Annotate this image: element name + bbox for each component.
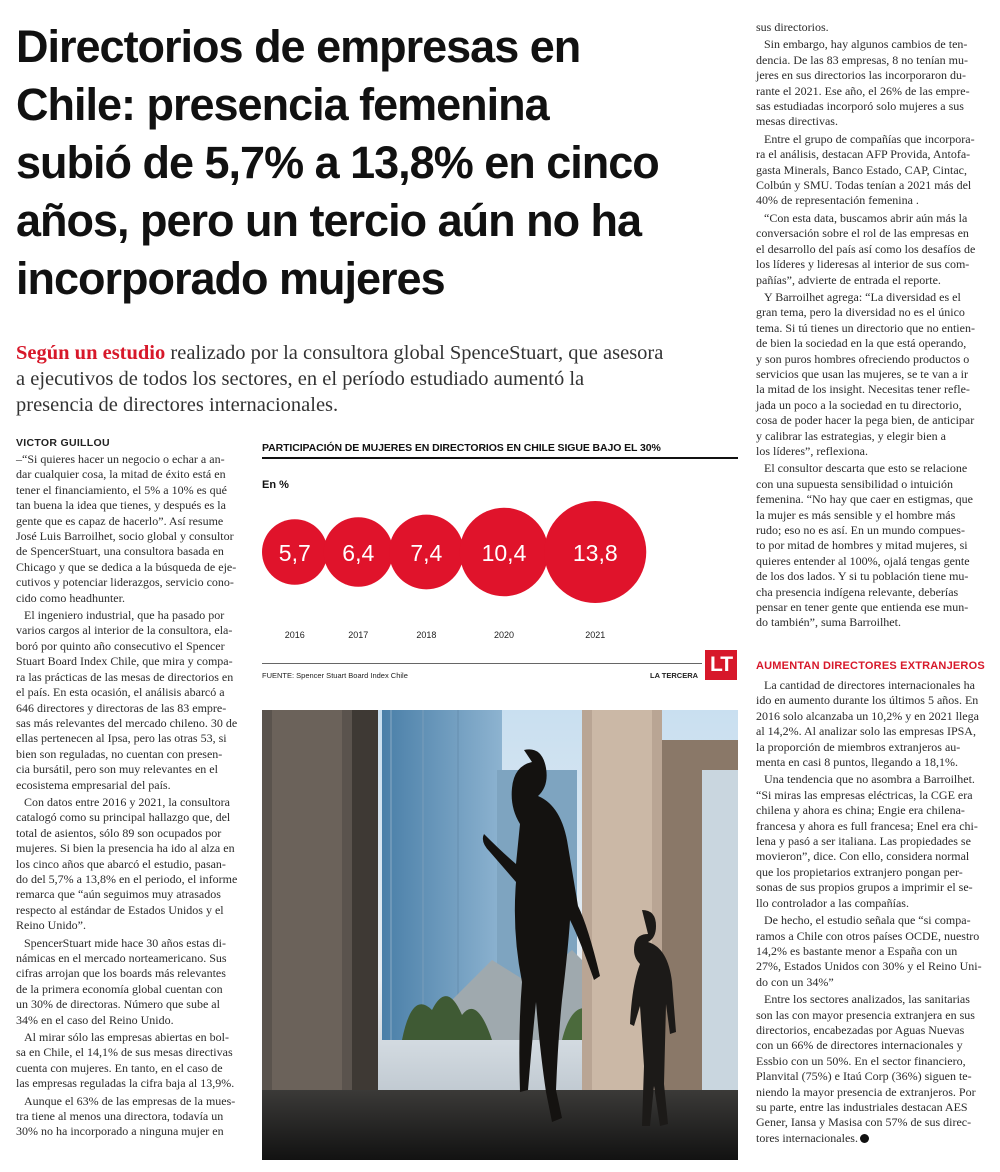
paragraph-line: do con un 34%” (756, 974, 834, 989)
paragraph-line: los líderes y lideresas al interior de sus com- (756, 257, 970, 272)
paragraph-line: boró por quinto año consecutivo el Spencer (16, 638, 225, 653)
paragraph-line: con una supuesta sensibilidad o intuición (756, 476, 953, 491)
paragraph-line: dar cualquier cosa, la mitad de éxito está en (16, 467, 226, 482)
paragraph-line: rudo; eso no es así. En un mundo compues- (756, 523, 965, 537)
chart-bottom-rule (262, 663, 702, 664)
paragraph-line: total de asientos, sólo 89 son ocupados por (16, 825, 222, 840)
paragraph-line: de la primera economía global cuentan con (16, 981, 223, 996)
article-paragraph (756, 913, 988, 990)
paragraph-line: cia bursátil, pero son muy relevantes en el (16, 762, 218, 777)
paragraph-line: “Con esta data, buscamos abrir aún más la (764, 210, 968, 225)
paragraph-line: cha presencia indígena relevante, deberías (756, 584, 959, 599)
paragraph-line: menta en casi 8 puntos, llegando a 18,1%. (756, 755, 958, 770)
paragraph-line: námicas en el mercado norteamericano. Sus (16, 951, 227, 965)
paragraph-line: sonas de sus propios grupos a imprimir el se- (756, 880, 973, 895)
article-paragraph (756, 37, 988, 129)
byline: VICTOR GUILLOU (16, 437, 110, 449)
paragraph-line: Chicago y que se dedica a la búsqueda de eje- (16, 559, 237, 574)
paragraph-line: los líderes”, reflexiona. (756, 443, 868, 458)
chart-publisher: LA TERCERA (650, 671, 699, 680)
section-subhead: AUMENTAN DIRECTORES EXTRANJEROS (756, 660, 985, 672)
article-paragraph (756, 772, 988, 911)
chart-unit-label: En % (262, 479, 289, 491)
paragraph-line: bien son reguladas, no cuentan con presen- (16, 746, 223, 761)
paragraph-line: cosa de poder hacer la pega bien, de anticipar (756, 413, 975, 428)
paragraph-line: 34% en el caso del Reino Unido. (16, 1012, 174, 1027)
paragraph-line: 2016 solo alcanzaba un 10,2% y en 2021 llega (756, 708, 979, 723)
paragraph-line: las empresas reguladas la cifra baja al 13,9%. (16, 1076, 235, 1091)
bubble-value-label: 6,4 (342, 540, 375, 566)
paragraph-line: 40% de representación femenina . (756, 193, 919, 208)
paragraph-line: sas más relevantes del mercado chileno. 30 de (16, 715, 238, 730)
paragraph-line: el desarrollo del país así como los desafíos de (756, 241, 976, 256)
headline-line: años, pero un tercio aún no ha (16, 195, 642, 246)
paragraph-line: “Si miras las empresas eléctricas, la CGE era (756, 787, 973, 802)
paragraph-line: cuenta con mujeres. En tanto, en el caso de (16, 1060, 223, 1075)
paragraph-line: de bien la sociedad en la que está operando, (756, 336, 967, 351)
article-column-right-top (756, 20, 988, 633)
paragraph-line: al 14,2%. Al analizar solo las empresas IPSA, (756, 724, 976, 739)
paragraph-line: conversación sobre el rol de las empresas en (756, 226, 969, 241)
paragraph-line: la proporción de miembros extranjeros au- (756, 739, 961, 754)
paragraph-line: Gener, Iansa y Masisa con 57% de sus direc- (756, 1115, 972, 1130)
paragraph-line: respecto al estándar de Estados Unidos y el (16, 902, 224, 917)
year-label: 2021 (585, 630, 606, 640)
paragraph-line: niendo la mayor presencia de extranjeros. Por (756, 1084, 976, 1099)
paragraph-line: dencia. De las 83 empresas, 8 no tenían mu- (756, 52, 968, 67)
paragraph-line: Una tendencia que no asombra a Barroilhet. (764, 772, 975, 787)
lead-line: a ejecutivos de todos los sectores, en el período estudiado aumentó la (16, 368, 585, 390)
paragraph-line: ido en aumento durante los últimos 5 años. En (756, 693, 979, 708)
lead-kicker: Según un estudio (16, 342, 166, 364)
lead-line (16, 340, 736, 366)
paragraph-line: rante el 2021. Ese año, el 26% de las empre- (756, 83, 970, 98)
article-paragraph (756, 132, 988, 209)
paragraph-line: pensar en tener gente que entienda ese mun- (756, 600, 969, 615)
article-paragraph (756, 992, 988, 1146)
paragraph-line: tan buena la idea que tienes, y después es la (16, 498, 226, 513)
paragraph-line: Essbio con un 50%. En el sector financiero, (756, 1053, 966, 1068)
paragraph-line: cido como headhunter. (16, 590, 125, 605)
paragraph-line: francesa y ahora es full francesa; Enel era chi- (756, 818, 978, 833)
paragraph-line: gasta Minerals, Banco Estado, CAP, Cintac, (756, 162, 967, 177)
lt-logo-icon: LT (705, 650, 737, 680)
paragraph-line: Aunque el 63% de las empresas de la mues- (24, 1093, 236, 1108)
paragraph-line: femenina. “No hay que caer en estigmas, que (756, 492, 973, 507)
paragraph-line: un 30% de directoras. Número que sube al (16, 997, 220, 1012)
article-paragraph (16, 936, 252, 1028)
paragraph-line: y son puros hombres ofreciendo productos o (756, 351, 970, 366)
paragraph-line: quieres entender al 100%, ojalá tengas gente (756, 553, 970, 568)
lead-text: realizado por la consultora global SpenceStuart, que asesora (165, 342, 664, 364)
paragraph-line: José Luis Barroilhet, socio global y consultor (16, 529, 234, 544)
paragraph-line: –“Si quieres hacer un negocio o echar a an- (16, 452, 225, 466)
paragraph-line: SpencerStuart mide hace 30 años estas di- (24, 935, 226, 950)
paragraph-line: Colbún y SMU. Todas tenían a 2021 más del (756, 178, 972, 193)
paragraph-line: mesas directivas. (756, 114, 838, 129)
article-paragraph (16, 1094, 252, 1140)
paragraph-line: 30% no ha incorporado a ninguna mujer en (16, 1124, 224, 1139)
bubble-value-label: 5,7 (278, 540, 311, 566)
article-paragraph (756, 290, 988, 459)
paragraph-line: remarca que “aún seguimos muy atrasados (16, 887, 221, 902)
article-column-left (16, 452, 252, 1142)
bubble-chart (250, 488, 750, 648)
photo-silhouette-scene (262, 710, 738, 1160)
paragraph-line: los cinco años que abarcó el estudio, pasan- (16, 856, 226, 871)
paragraph-line: tores internacionales. (756, 1131, 988, 1146)
year-label: 2020 (493, 630, 514, 640)
bubble-value-label: 7,4 (410, 540, 443, 566)
headline (16, 18, 746, 308)
paragraph-line: son las con mayor presencia extranjera en sus (756, 1007, 975, 1022)
paragraph-line: servicios que usan las mujeres, se te van a ir (756, 366, 968, 381)
paragraph-line: El consultor descarta que esto se relacione (764, 461, 968, 476)
paragraph-line: llo controlador a las compañías. (756, 895, 909, 910)
paragraph-line: do del 5,7% a 13,8% en el periodo, el informe (16, 871, 238, 886)
paragraph-line: sas estudiadas incorporó solo mujeres a sus (756, 99, 964, 114)
paragraph-line: ramos a Chile con otros países OCDE, nuestro (756, 928, 980, 943)
paragraph-line: chilena y ahora es china; Engie era chilena- (756, 803, 965, 818)
headline-line: Chile: presencia femenina (16, 79, 549, 130)
article-paragraph (756, 678, 988, 770)
paragraph-line: gran tema, pero la diversidad no es el único (756, 305, 965, 320)
paragraph-line: movieron”, dice. Con ello, considera normal (756, 849, 970, 864)
paragraph-line: directorios, encabezadas por Aguas Nuevas (756, 1022, 965, 1037)
paragraph-line: 646 directores y directoras de las 83 empre- (16, 700, 227, 715)
paragraph-line: Al mirar sólo las empresas abiertas en bol- (24, 1030, 229, 1045)
paragraph-line: catalogó como su principal hallazgo que, del (16, 810, 231, 825)
paragraph-line: 14,2% es bastante menor a España con un (756, 943, 958, 958)
paragraph-line: jada un poco a la sociedad en tu directorio, (756, 397, 962, 412)
lead-paragraph (16, 340, 736, 418)
paragraph-line: tema. Si tú tienes un directorio que no entien- (756, 320, 975, 335)
bubble-value-label: 13,8 (572, 540, 618, 566)
paragraph-line: 27%, Estados Unidos con 30% y el Reino Uni- (756, 959, 982, 974)
lead-line: presencia de directores internacionales. (16, 394, 339, 416)
paragraph-line: Entre los sectores analizados, las sanitarias (764, 992, 970, 1007)
paragraph-line: que los propietarios extranjero pongan per- (756, 864, 963, 879)
paragraph-line: ra las prácticas de las mesas de directorios en (16, 669, 234, 684)
paragraph-line: sus directorios. (756, 20, 829, 34)
paragraph-line: cifras arrojan que los boards más relevantes (16, 966, 226, 981)
article-paragraph (16, 1030, 252, 1092)
paragraph-line: ellas pertenecen al Ipsa, pero las otras 53, si (16, 731, 227, 746)
year-label: 2018 (416, 630, 437, 640)
paragraph-line: Reino Unido”. (16, 918, 86, 933)
end-of-article-icon (860, 1134, 869, 1143)
paragraph-line: cutivos y potenciar liderazgos, servicio cono- (16, 575, 234, 590)
paragraph-line: do también”, suma Barroilhet. (756, 615, 901, 630)
paragraph-line: la mitad de los insight. Necesitas tener refle- (756, 382, 970, 397)
paragraph-line: la mujer es más sensible y el hombre más (756, 507, 956, 522)
paragraph-line: y calibrar las estrategias, y elegir bien a (756, 428, 946, 443)
paragraph-line: de SpencerStuart, una consultora basada en (16, 544, 224, 559)
paragraph-line: con un 66% de directores internacionales y (756, 1038, 963, 1053)
paragraph-line: Planvital (75%) e Itaú Corp (36%) siguen te- (756, 1069, 972, 1084)
paragraph-line: de los dos lados. Y si tu población tiene mu- (756, 569, 969, 584)
paragraph-line: Stuart Board Index Chile, que mira y compa- (16, 654, 233, 669)
article-paragraph (756, 20, 988, 35)
article-paragraph (16, 452, 252, 606)
paragraph-line: mujeres. Si bien la presencia ha ido al alza en (16, 841, 235, 856)
article-paragraph (756, 211, 988, 288)
article-paragraph (756, 461, 988, 630)
paragraph-line: el país. En esta ocasión, el análisis abarcó a (16, 685, 225, 700)
article-paragraph (16, 608, 252, 793)
year-label: 2016 (284, 630, 305, 640)
headline-line: Directorios de empresas en (16, 21, 581, 72)
chart-top-rule (262, 457, 738, 459)
year-label: 2017 (348, 630, 369, 640)
paragraph-line: Y Barroilhet agrega: “La diversidad es el (764, 289, 961, 304)
paragraph-line: De hecho, el estudio señala que “si compa- (764, 913, 971, 928)
paragraph-line: Con datos entre 2016 y 2021, la consultora (24, 794, 230, 809)
bubble-value-label: 10,4 (481, 540, 527, 566)
paragraph-line: lena y pasó a ser italiana. Las propiedades se (756, 834, 971, 849)
paragraph-line: La cantidad de directores internacionales ha (764, 678, 975, 692)
chart-title: PARTICIPACIÓN DE MUJERES EN DIRECTORIOS EN CHILE SIGUE BAJO EL 30% (262, 442, 661, 454)
article-photo (262, 710, 738, 1160)
paragraph-line: El ingeniero industrial, que ha pasado por (24, 608, 225, 623)
paragraph-line: Sin embargo, hay algunos cambios de ten- (764, 37, 968, 52)
paragraph-line: ecosistema empresarial del país. (16, 777, 171, 792)
article-column-right-bottom (756, 678, 988, 1148)
paragraph-line: jeres en sus directorios las incorporaron du- (756, 68, 966, 83)
paragraph-line: gente que es capaz de hacerlo”. Así resume (16, 513, 224, 528)
paragraph-line: su parte, entre las industriales destacan AES (756, 1099, 968, 1114)
paragraph-line: sa en Chile, el 14,1% de sus mesas directivas (16, 1045, 233, 1060)
article-paragraph (16, 795, 252, 934)
chart-source: FUENTE: Spencer Stuart Board Index Chile (262, 671, 408, 680)
paragraph-line: Entre el grupo de compañías que incorpora- (764, 131, 975, 146)
headline-line: subió de 5,7% a 13,8% en cinco (16, 137, 659, 188)
paragraph-line: pañías”, advierte de entrada el reporte. (756, 272, 941, 287)
paragraph-line: tener el financiamiento, el 5% a 10% es qué (16, 482, 227, 497)
paragraph-line: to por mitad de hombres y mitad mujeres, si (756, 538, 968, 553)
paragraph-line: varios cargos al interior de la consultora, ela- (16, 623, 233, 638)
paragraph-line: ra el análisis, destacan AFP Provida, Antofa- (756, 147, 971, 162)
headline-line: incorporado mujeres (16, 253, 445, 304)
paragraph-line: tra tiene al menos una directora, todavía un (16, 1109, 224, 1124)
